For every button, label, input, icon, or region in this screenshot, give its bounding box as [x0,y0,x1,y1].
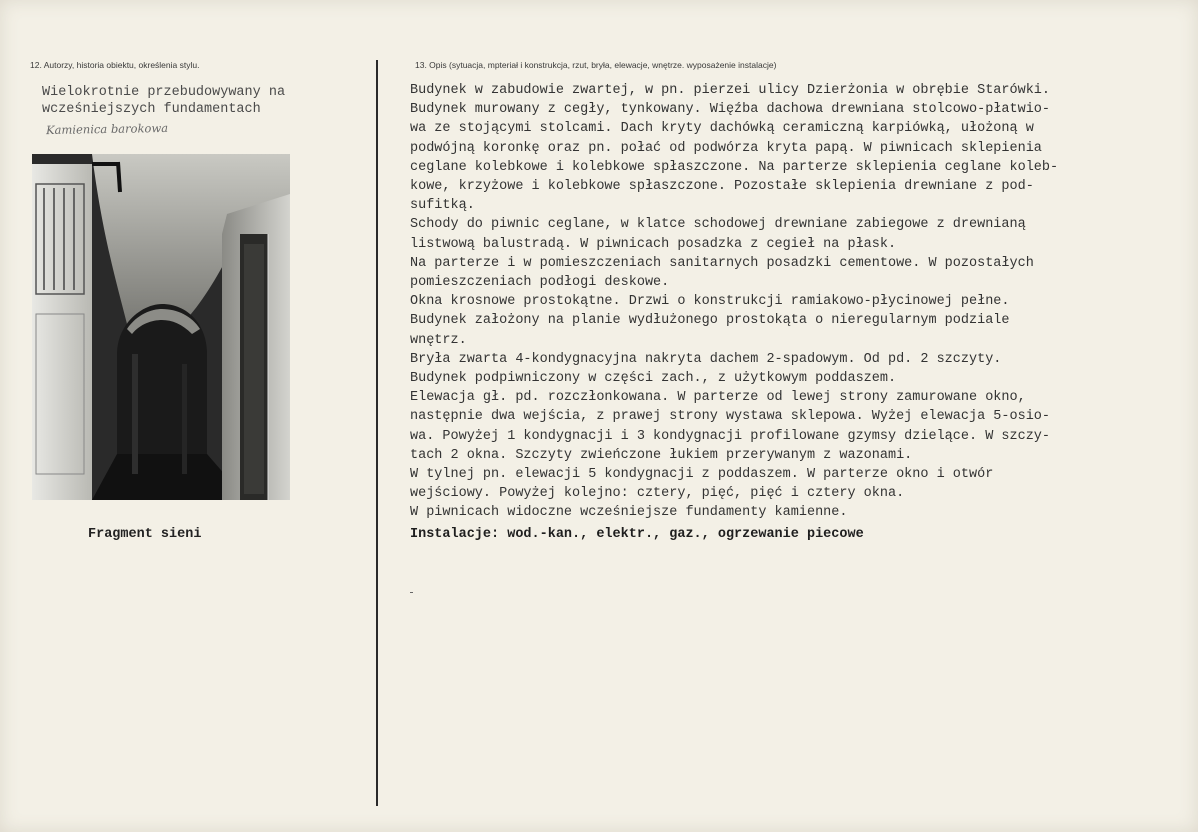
description-line: Budynek podpiwniczony w części zach., z użytkowym poddaszem. [410,371,897,387]
vestibule-photo-image [32,154,290,500]
photo-caption: Fragment sieni [88,527,202,542]
description-line: Na parterze i w pomieszczeniach sanitarnych posadzki cementowe. W pozostałych [410,255,1034,271]
description-line: sufitką. [410,198,475,214]
description-line: Bryła zwarta 4-kondygnacyjna nakryta dachem 2-spadowym. Od pd. 2 szczyty. [410,351,1002,367]
history-note-line: wcześniejszych fundamentach [42,102,261,117]
history-note [42,84,285,118]
description-line: ceglane kolebkowe i kolebkowe spłaszczone. Na parterze sklepienia ceglane koleb- [410,159,1059,175]
description-line: podwójną koronkę oraz pn. połać od podwórza kryta papą. W piwnicach sklepienia [410,140,1042,156]
description-line: W piwnicach widoczne wcześniejsze fundamenty kamienne. [410,505,848,521]
description-line: Budynek założony na planie wydłużonego prostokąta o nieregularnym podziale [410,313,1010,329]
description-line: Budynek murowany z cegły, tynkowany. Więźba dachowa drewniana stolcowo-płatwio- [410,102,1051,118]
building-description [410,81,1190,523]
description-line: następnie dwa wejścia, z prawej strony wystawa sklepowa. Wyżej elewacja 5-osio- [410,409,1051,425]
description-line: Budynek w zabudowie zwartej, w pn. pierzei ulicy Dzierżonia w obrębie Starówki. [410,83,1051,98]
section-12-header: 12. Autorzy, historia obiektu, określenia stylu. [30,60,200,70]
column-divider [376,60,378,806]
history-note-line: Wielokrotnie przebudowywany na [42,85,286,100]
description-line: Schody do piwnic ceglane, w klatce schodowej drewniane zabiegowe z drewnianą [410,217,1026,233]
handwritten-style-note: Kamienica barokowa [45,120,169,138]
description-line: Okna krosnowe prostokątne. Drzwi o konstrukcji ramiakowo-płycinowej pełne. [410,294,1010,310]
description-line: wa. Powyżej 1 kondygnacji i 3 kondygnacji profilowane gzymsy dzielące. W szczy- [410,428,1051,444]
description-line: wejściowy. Powyżej kolejno: cztery, pięć, pięć i cztery okna. [410,486,905,502]
description-line: kowe, krzyżowe i kolebkowe spłaszczone. Pozostałe sklepienia drewniane z pod- [410,179,1034,195]
description-line: Elewacja gł. pd. rozczłonkowana. W parterze od lewej strony zamurowane okno, [410,390,1026,406]
description-line: listwową balustradą. W piwnicach posadzka z cegieł na płask. [410,236,897,252]
description-line: tach 2 okna. Szczyty zwieńczone łukiem przerywanym z wazonami. [410,447,913,463]
description-line: wnętrz. [410,332,467,348]
description-line: pomieszczeniach podłogi deskowe. [410,275,670,291]
description-line: W tylnej pn. elewacji 5 kondygnacji z poddaszem. W parterze okno i otwór [410,467,994,483]
section-13-header: 13. Opis (sytuacja, mpteriał i konstrukcja, rzut, bryła, elewacje, wnętrze. wyposażenie instalacje) [415,60,777,70]
paper-speck [410,592,413,593]
installations-line: Instalacje: wod.-kan., elektr., gaz., ogrzewanie piecowe [410,527,864,542]
description-line: wa ze stojącymi stolcami. Dach kryty dachówką ceramiczną karpiówką, ułożoną w [410,121,1034,137]
vestibule-photo [32,154,290,500]
